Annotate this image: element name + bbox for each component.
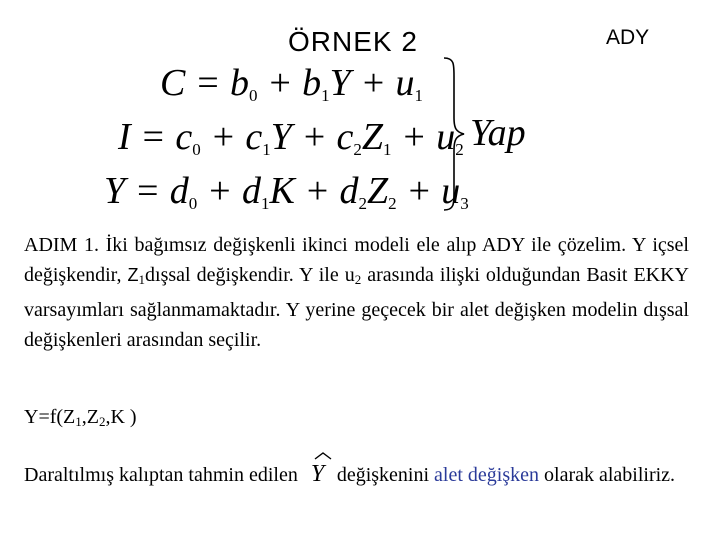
brace-label: Yap: [470, 112, 526, 154]
conclusion-text: Daraltılmış kalıptan tahmin edilen Y değişkenini alet değişken olarak alabiliriz.: [24, 460, 694, 490]
slide-title: ÖRNEK 2: [288, 26, 418, 57]
equation-1: $C = b_0 + b_1Y + u_1$: [160, 62, 423, 105]
step-paragraph: ADIM 1. İki bağımsız değişkenli ikinci modeli ele alıp ADY ile çözelim. Y içsel değişkendir, $Z_1dışsal$ değişkendir. Y ile $u_2$ arasında ilişki olduğundan Basit EKKY varsayımları sağlanmamaktadır. Y yerine geçecek bir alet değişken modelin dışsal değişkenleri arasından seçilir.: [24, 234, 690, 351]
instrument-variable-link[interactable]: alet değişken: [434, 464, 540, 486]
equation-3: $Y = d_0 + d_1K + d_2Z_2 + u_3$: [104, 170, 469, 213]
method-tag: ADY: [606, 26, 650, 49]
instrument-function: $Y=f(Z_1,Z_2,K$ ): [24, 406, 137, 429]
right-brace-icon: [440, 56, 470, 212]
y-hat-symbol: Y: [309, 461, 335, 483]
equation-2: $I = c_0 + c_1Y + c_2Z_1 + u_2$: [118, 116, 464, 159]
